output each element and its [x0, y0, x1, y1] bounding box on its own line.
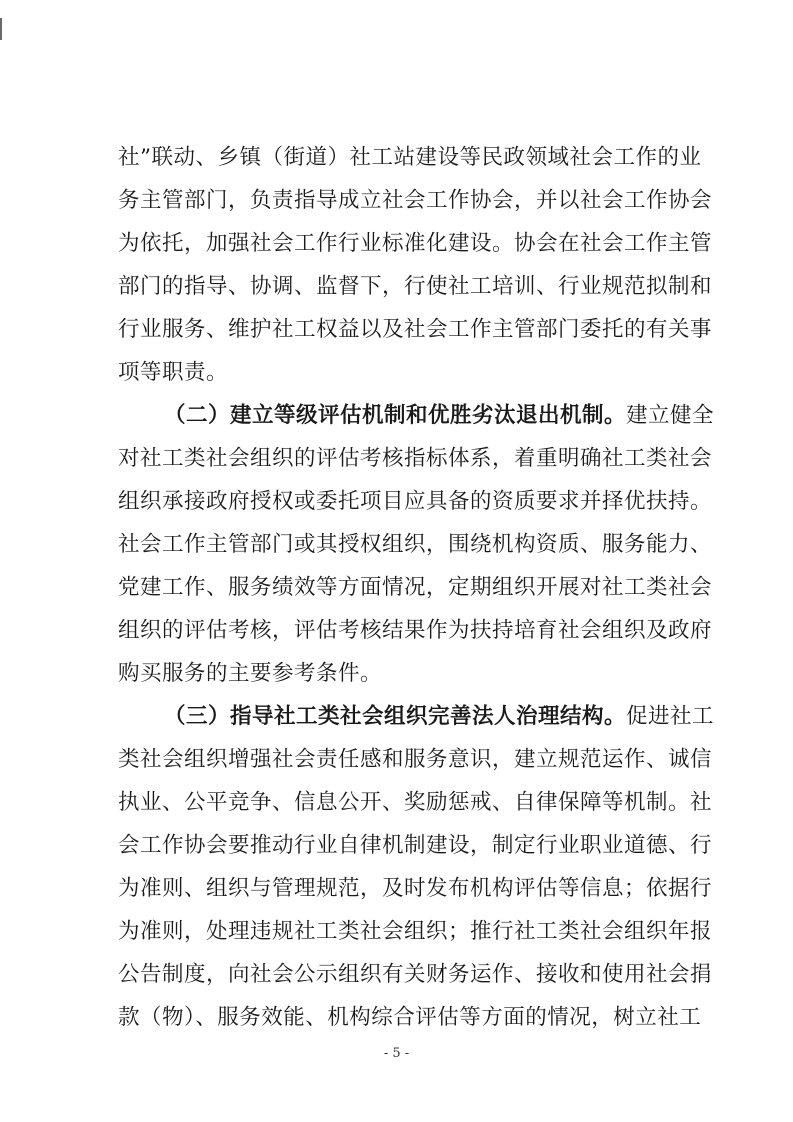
paragraph-1-line-2: 务主管部门，负责指导成立社会工作协会，并以社会工作协会	[118, 188, 713, 213]
paragraph-1-line-3: 为依托，加强社会工作行业标准化建设。协会在社会工作主管	[118, 231, 713, 256]
paragraph-3-first-line-rest: 促进社工	[626, 704, 715, 729]
paragraph-1-line-6: 项等职责。	[118, 360, 229, 385]
page-number: - 5 -	[383, 1046, 410, 1061]
paragraph-3-line-2: 类社会组织增强社会责任感和服务意识，建立规范运作、诚信	[118, 747, 713, 772]
paragraph-3-line-1	[164, 703, 715, 731]
paragraph-3-line-4: 会工作协会要推动行业自律机制建设，制定行业职业道德、行	[118, 833, 713, 858]
paragraph-2-line-3: 组织承接政府授权或委托项目应具备的资质要求并择优扶持。	[118, 489, 713, 514]
paragraph-3-line-6: 为准则，处理违规社工类社会组织；推行社工类社会组织年报	[118, 919, 713, 944]
paragraph-2-line-2: 对社工类社会组织的评估考核指标体系，着重明确社工类社会	[118, 446, 713, 471]
paragraph-1-line-1: 社”联动、乡镇（街道）社工站建设等民政领域社会工作的业	[118, 145, 702, 170]
paragraph-2-line-6: 组织的评估考核，评估考核结果作为扶持培育社会组织及政府	[118, 618, 713, 643]
paragraph-2-line-7: 购买服务的主要参考条件。	[118, 661, 383, 686]
paragraph-2-line-4: 社会工作主管部门或其授权组织，围绕机构资质、服务能力、	[118, 532, 713, 557]
section-heading-3: （三）指导社工类社会组织完善法人治理结构。	[164, 704, 627, 729]
paragraph-2-line-1	[164, 402, 715, 430]
paragraph-1-line-4: 部门的指导、协调、监督下，行使社工培训、行业规范拟制和	[118, 274, 713, 299]
paragraph-1-line-5: 行业服务、维护社工权益以及社会工作主管部门委托的有关事	[118, 317, 713, 342]
paragraph-2-first-line-rest: 建立健全	[626, 403, 715, 428]
paragraph-3-line-8: 款（物）、服务效能、机构综合评估等方面的情况，树立社工	[118, 1005, 702, 1030]
paragraph-3-line-5: 为准则、组织与管理规范，及时发布机构评估等信息；依据行	[118, 876, 713, 901]
section-heading-2: （二）建立等级评估机制和优胜劣汰退出机制。	[164, 403, 627, 428]
paragraph-3-line-7: 公告制度，向社会公示组织有关财务运作、接收和使用社会捐	[118, 962, 713, 987]
paragraph-2-line-5: 党建工作、服务绩效等方面情况，定期组织开展对社工类社会	[118, 575, 713, 600]
paragraph-3-line-3: 执业、公平竞争、信息公开、奖励惩戒、自律保障等机制。社	[118, 790, 713, 815]
